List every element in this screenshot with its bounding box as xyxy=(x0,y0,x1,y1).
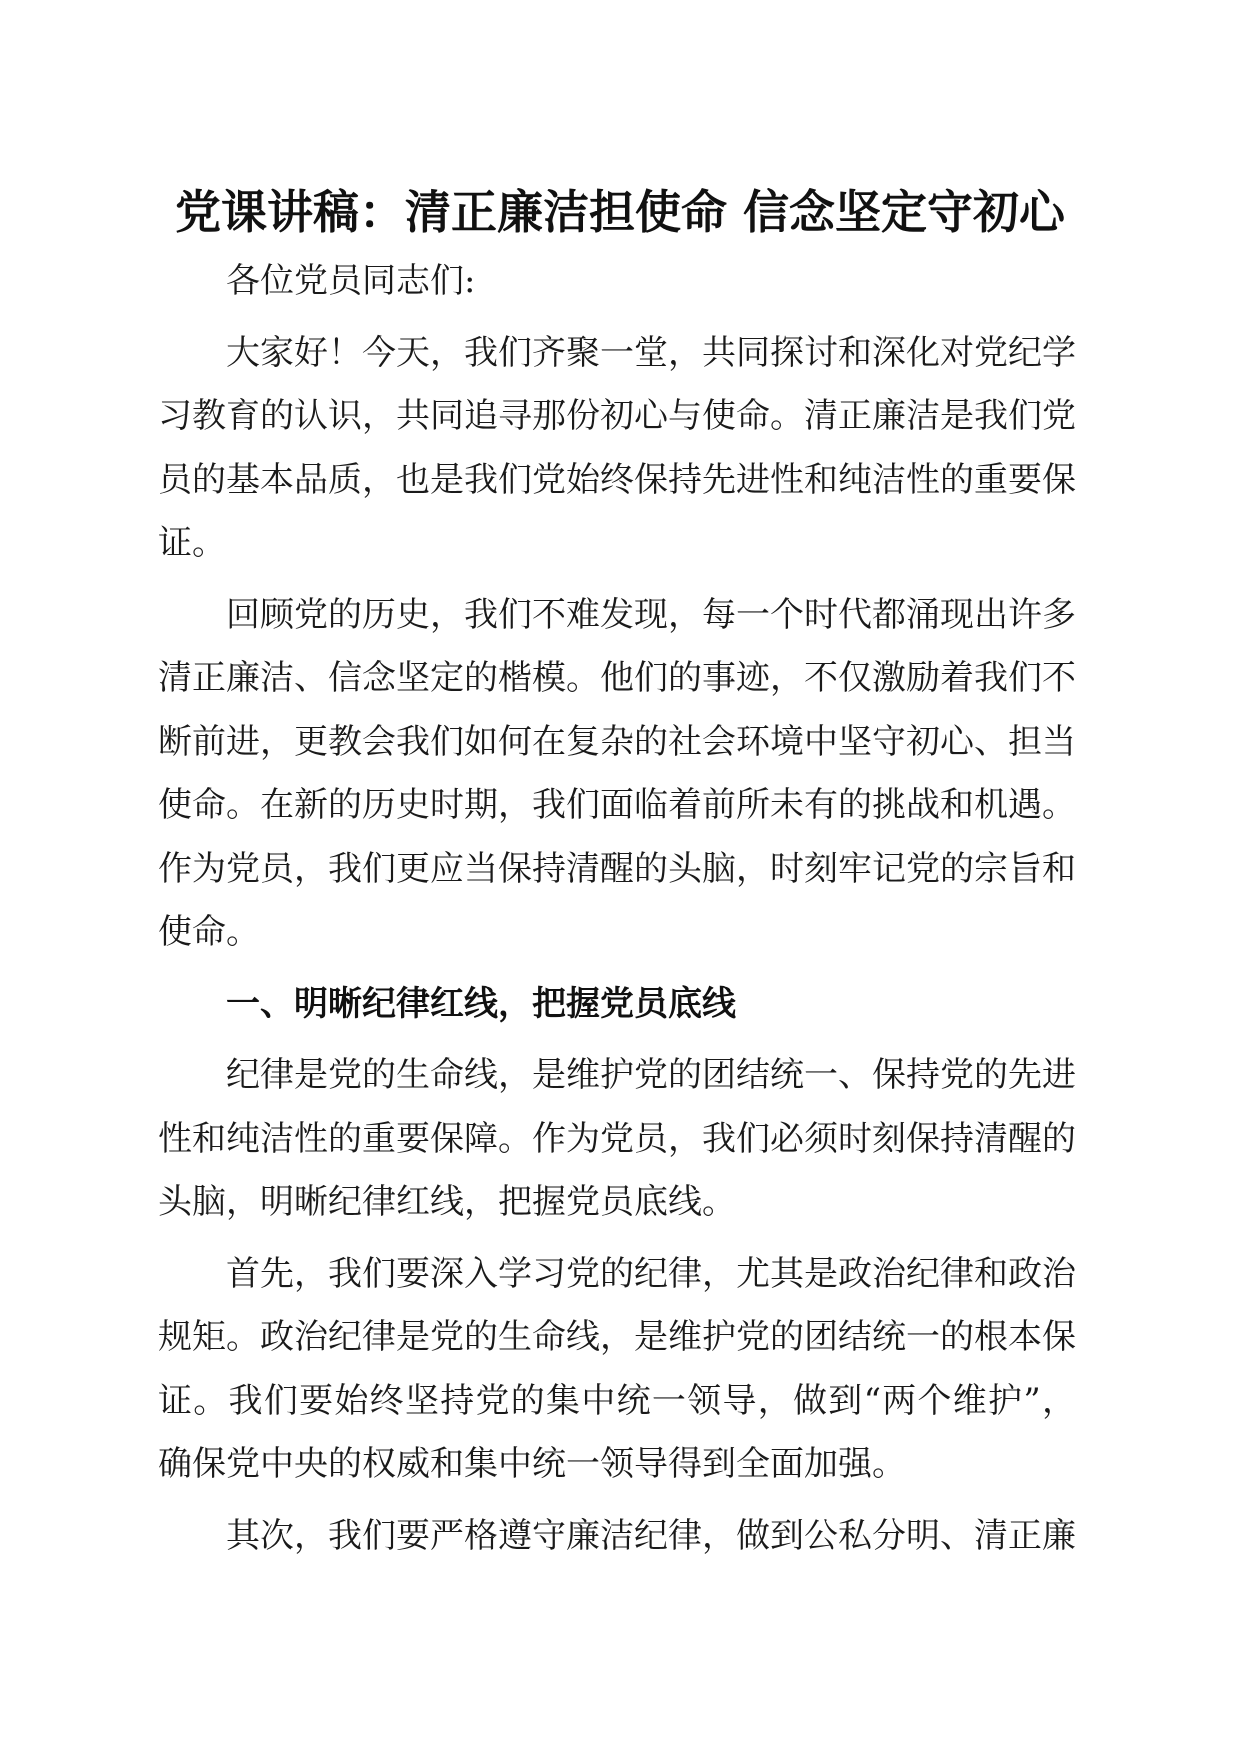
section-heading-1: 一、明晰纪律红线，把握党员底线 xyxy=(226,983,736,1024)
greeting: 各位党员同志们: xyxy=(226,261,476,301)
section1-paragraph-3: 其次，我们要严格遵守廉洁纪律，做到公私分明、清正廉 xyxy=(226,1515,1076,1556)
intro-paragraph-1: 大家好！今天，我们齐聚一堂，共同探讨和深化对党纪学习教育的认识，共同追寻那份初心与使命。清正廉洁是我们党员的基本品质，也是我们党始终保持先进性和纯洁性的重要保证。 xyxy=(158,332,1076,563)
spacer xyxy=(158,576,1076,584)
spacer xyxy=(158,1235,1076,1243)
spacer xyxy=(158,1497,1076,1505)
document-body xyxy=(158,250,1076,1568)
spacer xyxy=(158,314,1076,322)
section1-paragraph-2: 首先，我们要深入学习党的纪律，尤其是政治纪律和政治规矩。政治纪律是党的生命线，是维护党的团结统一的根本保证。我们要始终坚持党的集中统一领导，做到“两个维护”，确保党中央的权威和集中统一领导得到全面加强。 xyxy=(158,1253,1076,1484)
spacer xyxy=(158,965,1076,973)
document-title: 党课讲稿：清正廉洁担使命 信念坚定守初心 xyxy=(174,185,1065,239)
section1-paragraph-1: 纪律是党的生命线，是维护党的团结统一、保持党的先进性和纯洁性的重要保障。作为党员，我们必须时刻保持清醒的头脑，明晰纪律红线，把握党员底线。 xyxy=(158,1055,1076,1222)
spacer xyxy=(158,1036,1076,1044)
intro-paragraph-2: 回顾党的历史，我们不难发现，每一个时代都涌现出许多清正廉洁、信念坚定的楷模。他们的事迹，不仅激励着我们不断前进，更教会我们如何在复杂的社会环境中坚守初心、担当使命。在新的历史时期，我们面临着前所未有的挑战和机遇。作为党员，我们更应当保持清醒的头脑，时刻牢记党的宗旨和使命。 xyxy=(158,594,1076,952)
